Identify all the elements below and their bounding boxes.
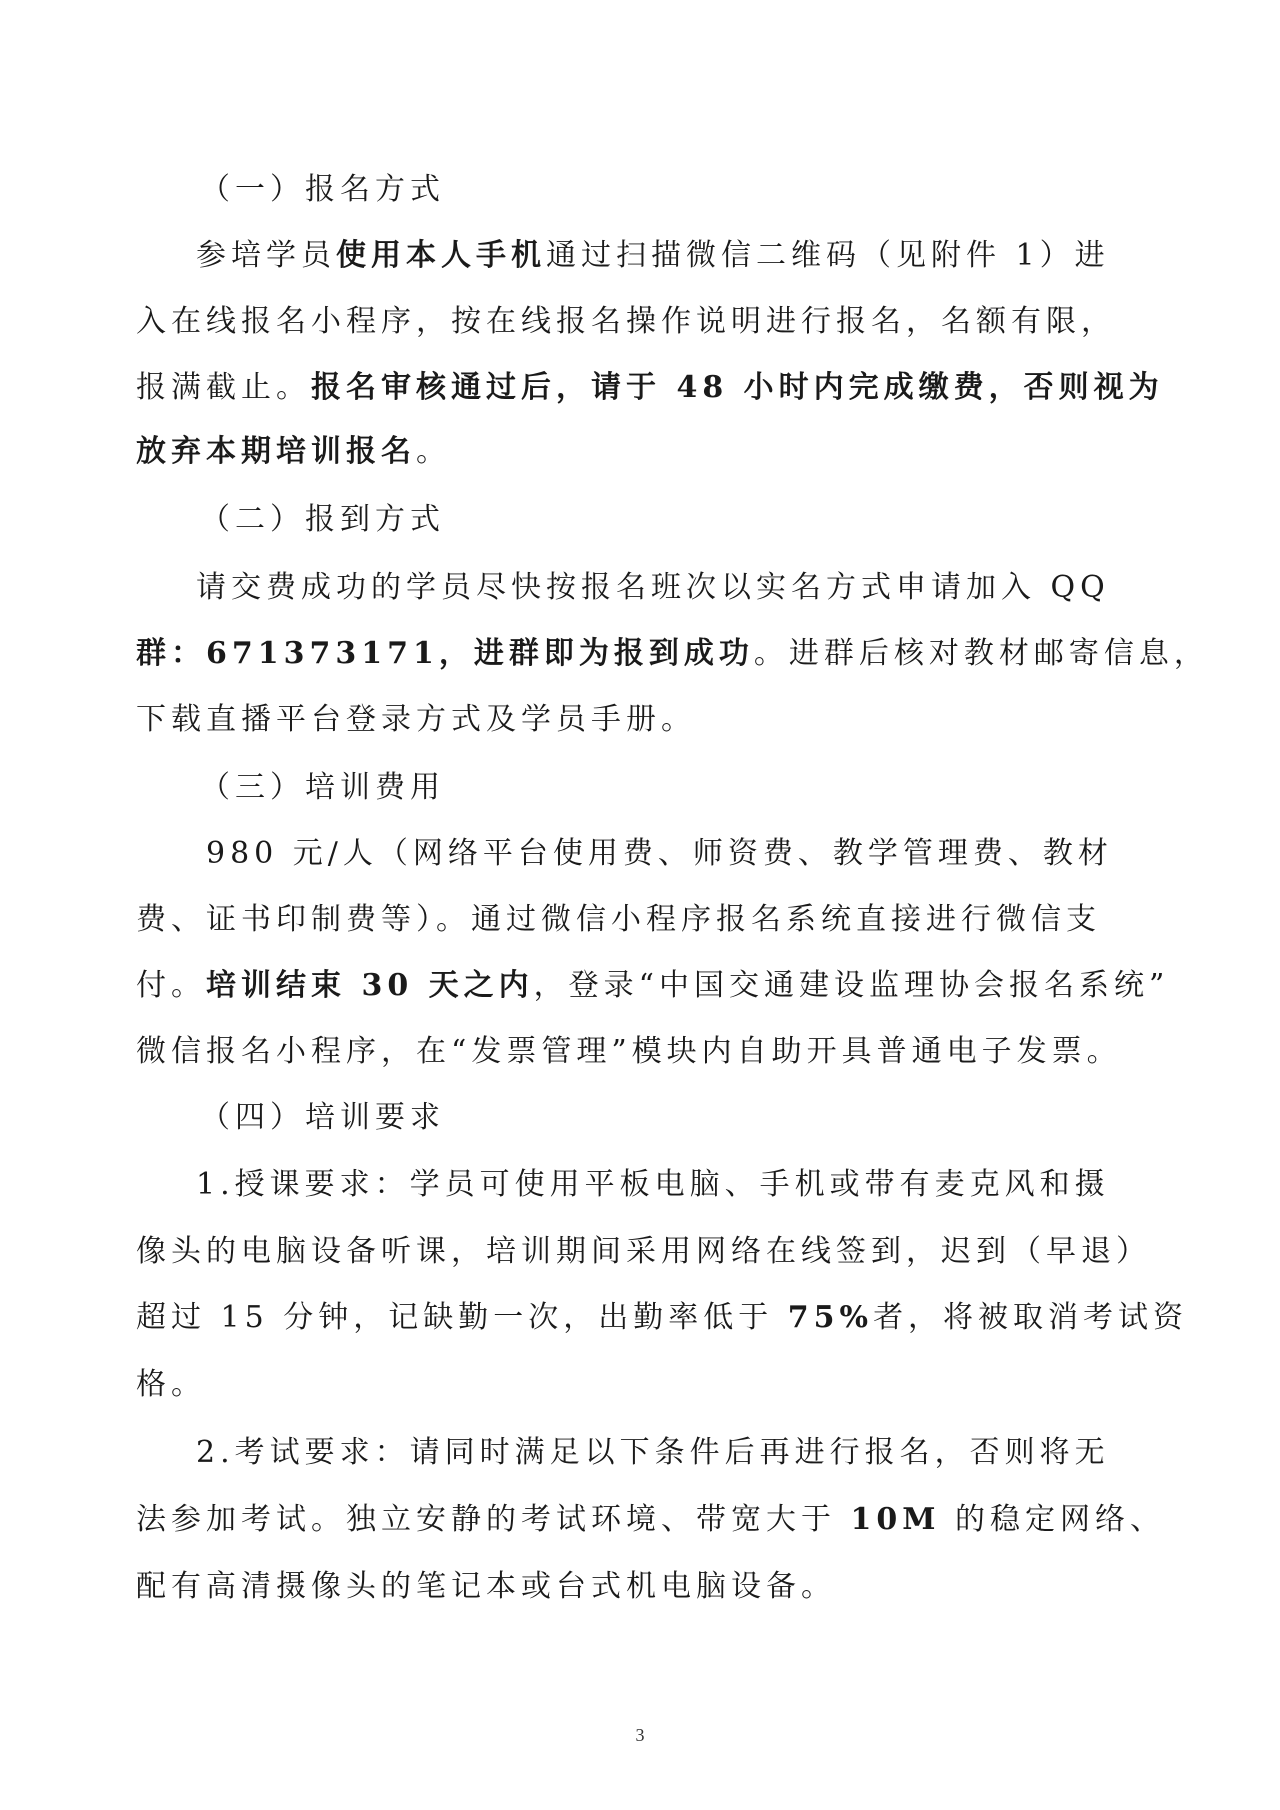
- paragraph-line: [206, 834, 1126, 874]
- paragraph-line: [136, 1567, 1056, 1607]
- text-run: 的稳定网络、: [940, 1502, 1166, 1537]
- text-run: 。进群后核对教材邮寄信息，: [753, 636, 1209, 671]
- bold-text-run: 群：671373171，进群即为报到成功: [136, 636, 754, 671]
- text-run: 2.考试要求：请同时满足以下条件后再进行报名，否则将无: [196, 1435, 1110, 1470]
- paragraph-line: [136, 634, 1209, 674]
- bold-text-run: 75%: [787, 1300, 874, 1335]
- paragraph-line: [136, 1032, 1122, 1072]
- text-run: 1.授课要求：学员可使用平板电脑、手机或带有麦克风和摄: [196, 1167, 1110, 1202]
- text-run: 格。: [136, 1367, 206, 1402]
- paragraph-line: [136, 432, 1056, 472]
- paragraph-line: [136, 900, 1101, 940]
- paragraph-line: [136, 1365, 1056, 1405]
- bold-text-run: 10M: [850, 1502, 941, 1537]
- text-run: 付。: [136, 968, 206, 1003]
- section-heading: （三）培训费用: [200, 770, 445, 805]
- text-run: 下载直播平台登录方式及学员手册。: [136, 702, 696, 737]
- paragraph-line: [136, 966, 1170, 1006]
- text-run: 超过 15 分钟，记缺勤一次，出勤率低于: [136, 1300, 788, 1335]
- section-heading: （四）培训要求: [200, 1100, 445, 1135]
- text-run: 请交费成功的学员尽快按报名班次以实名方式申请加入 QQ: [196, 570, 1110, 605]
- section-heading: （二）报到方式: [200, 502, 445, 537]
- page-number: 3: [635, 1725, 645, 1745]
- paragraph-line: [136, 302, 1116, 342]
- text-run: 法参加考试。独立安静的考试环境、带宽大于: [136, 1502, 851, 1537]
- paragraph-line: [136, 700, 1056, 740]
- text-run: ，登录“中国交通建设监理协会报名系统”: [533, 968, 1170, 1003]
- text-run: 费、证书印制费等）。通过微信小程序报名系统直接进行微信支: [136, 902, 1101, 937]
- text-run: 通过扫描微信二维码（见附件 1）进: [546, 238, 1110, 273]
- paragraph-line: [136, 1298, 1189, 1338]
- text-run: 配有高清摄像头的笔记本或台式机电脑设备。: [136, 1569, 836, 1604]
- paragraph-line: [136, 1232, 1151, 1272]
- bold-text-run: 培训结束 30 天之内: [206, 968, 534, 1003]
- paragraph-line: [196, 236, 1116, 276]
- text-run: 报满截止。: [136, 370, 311, 405]
- bold-text-run: 使用本人手机: [336, 238, 546, 273]
- paragraph-line: [196, 1433, 1116, 1473]
- paragraph-line: [136, 368, 1164, 408]
- text-run: 。: [416, 434, 451, 469]
- text-run: 像头的电脑设备听课，培训期间采用网络在线签到，迟到（早退）: [136, 1234, 1151, 1269]
- text-run: 参培学员: [196, 238, 336, 273]
- paragraph-line: [196, 568, 1116, 608]
- bold-text-run: 报名审核通过后，请于 48 小时内完成缴费，否则视为: [311, 370, 1164, 405]
- bold-text-run: 放弃本期培训报名: [136, 434, 416, 469]
- paragraph-line: [136, 1500, 1166, 1540]
- text-run: 者，将被取消考试资: [873, 1300, 1189, 1335]
- paragraph-line: [196, 1165, 1116, 1205]
- section-heading: （一）报名方式: [200, 172, 445, 207]
- text-run: 微信报名小程序，在“发票管理”模块内自助开具普通电子发票。: [136, 1034, 1122, 1069]
- text-run: 入在线报名小程序，按在线报名操作说明进行报名，名额有限，: [136, 304, 1116, 339]
- text-run: 980 元/人（网络平台使用费、师资费、教学管理费、教材: [206, 836, 1113, 871]
